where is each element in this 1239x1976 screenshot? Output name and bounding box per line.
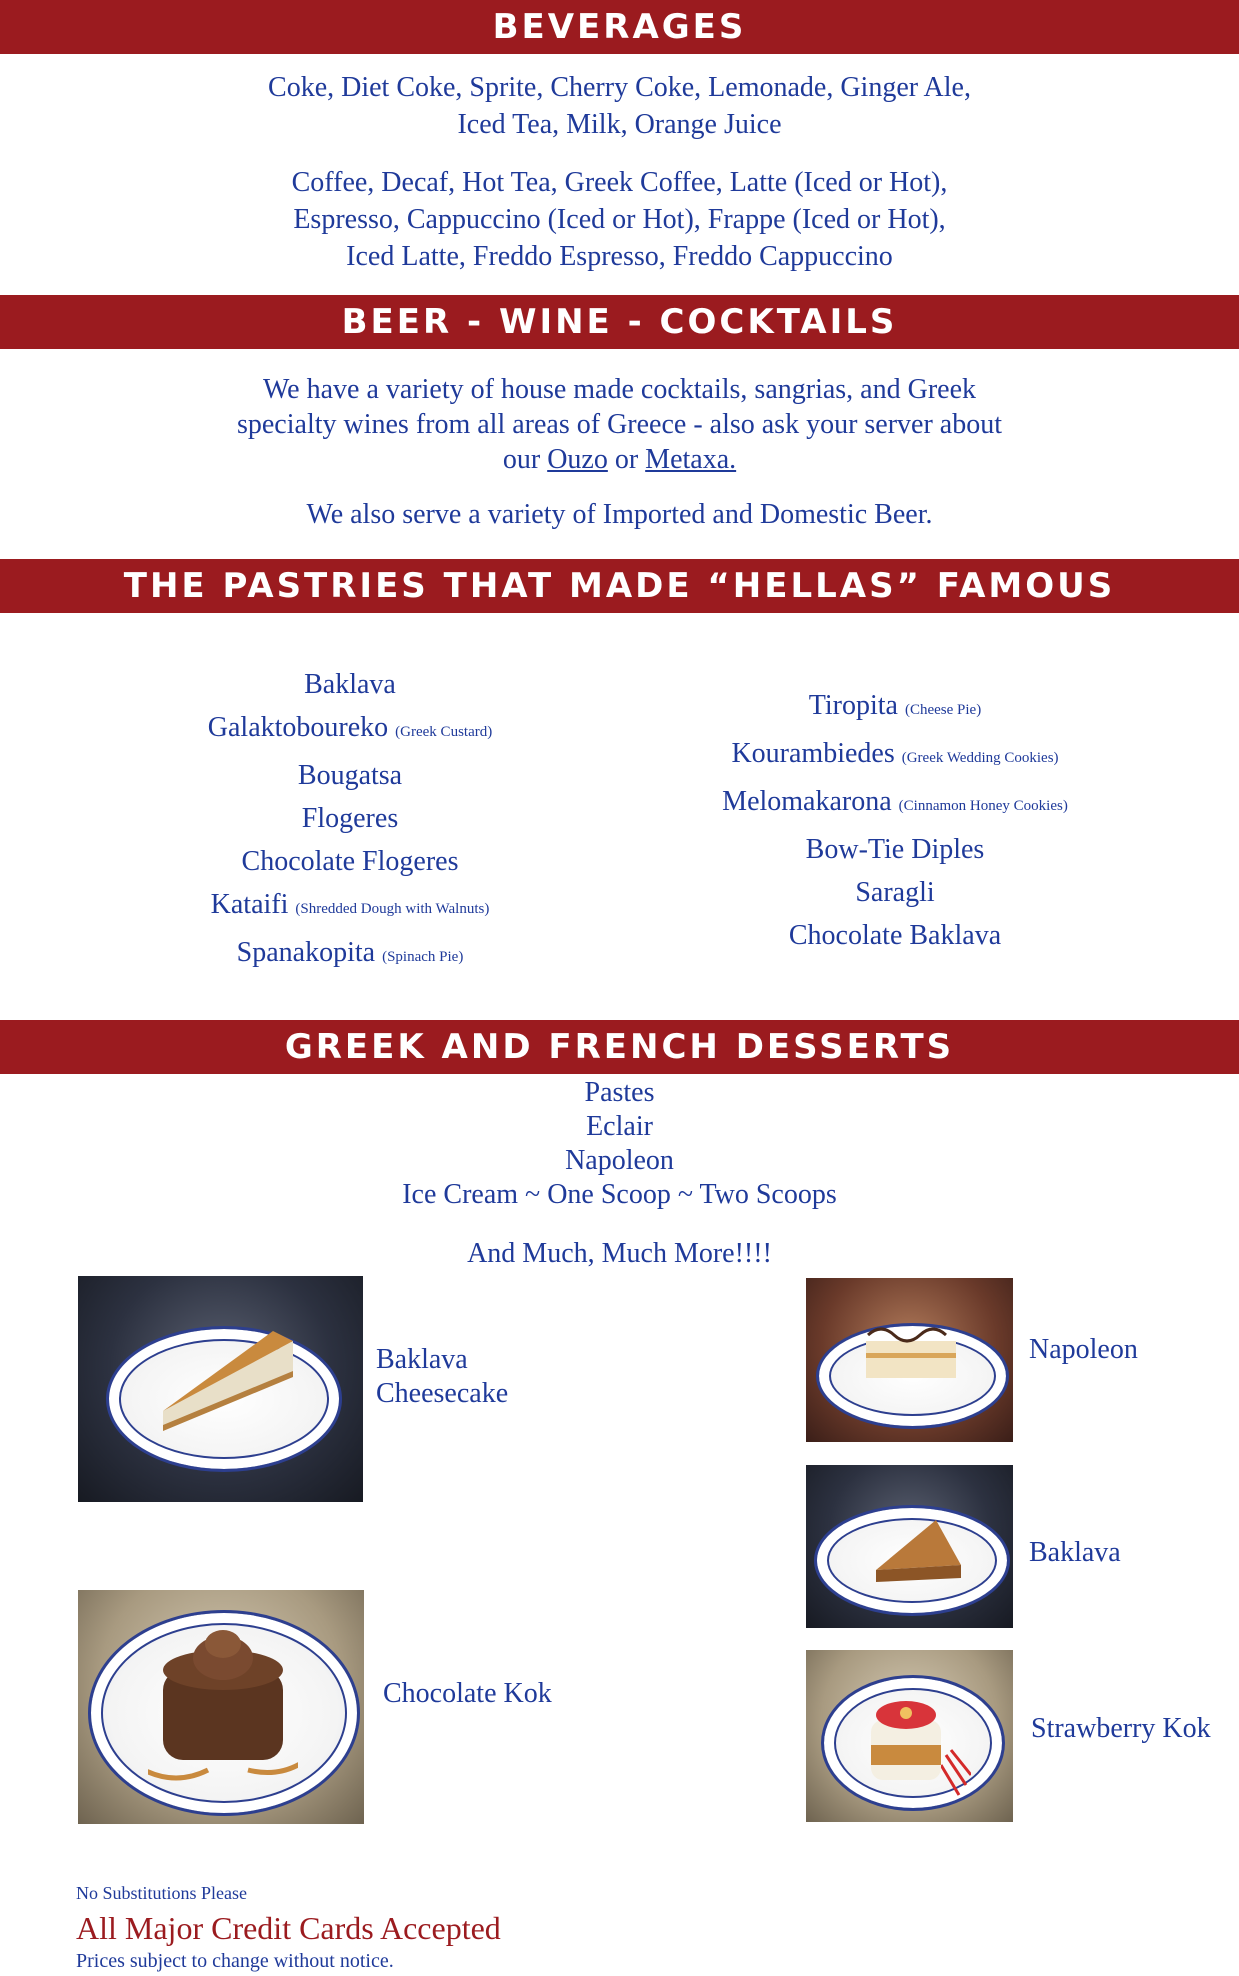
pastry-note: (Greek Wedding Cookies) [901,750,1059,766]
pastries-title: THE PASTRIES THAT MADE “HELLAS” FAMOUS [123,566,1116,606]
dessert-item: Ice Cream ~ One Scoop ~ Two Scoops [402,1179,837,1210]
baklava-label: Baklava [1029,1537,1121,1568]
napoleon-label: Napoleon [1029,1334,1138,1365]
napoleon-photo [806,1278,1013,1442]
pastry-item [150,931,550,979]
baklava-cheesecake-photo [78,1276,363,1502]
desserts-list [0,1076,1239,1212]
no-substitutions: No Substitutions Please [76,1883,248,1903]
pastries-right-list [675,684,1115,957]
beverages-coffee [0,164,1239,275]
pastry-item [675,914,1115,957]
pastry-item [150,754,550,797]
pastry-name: Chocolate Baklava [788,920,1002,951]
beverages-line: Iced Tea, Milk, Orange Juice [457,109,782,140]
beverages-line: Iced Latte, Freddo Espresso, Freddo Cappuccino [346,241,893,272]
pastry-name: Tiropita [808,690,898,721]
strawberry-kok-photo [806,1650,1013,1822]
pastry-item [150,797,550,840]
beverages-soft-drinks [0,69,1239,143]
pastry-item [150,883,550,931]
pastry-note: (Cheese Pie) [904,702,982,718]
pastry-name: Galaktoboureko [207,712,389,743]
pastry-item [675,732,1115,780]
dessert-item: Napoleon [565,1145,674,1176]
ouzo-link[interactable]: Ouzo [547,444,608,475]
beverages-header [0,0,1239,54]
baklava-photo [806,1465,1013,1628]
chocolate-kok-photo [78,1590,364,1824]
pastries-header [0,559,1239,613]
dessert-item: Eclair [586,1111,653,1142]
beer-line: We have a variety of house made cocktails, sangrias, and Greek [262,374,976,405]
pastry-item [675,684,1115,732]
label-line: Cheesecake [376,1378,509,1409]
beverages-line: Coffee, Decaf, Hot Tea, Greek Coffee, Latte (Iced or Hot), [291,167,948,198]
beer-line-or: or [607,444,646,475]
baklava-cheesecake-label [376,1343,508,1411]
pastry-item [150,663,550,706]
beer-line-prefix: our [502,444,548,475]
desserts-more: And Much, Much More!!!! [467,1238,772,1269]
beer-wine-cocktails-title: BEER - WINE - COCKTAILS [341,302,898,342]
chocolate-kok-label: Chocolate Kok [383,1678,552,1709]
pastry-name: Saragli [855,877,935,908]
pastry-note: (Shredded Dough with Walnuts) [295,901,490,917]
beer-line [0,442,1239,477]
metaxa-link[interactable]: Metaxa. [645,444,737,475]
strawberry-kok-label: Strawberry Kok [1031,1713,1211,1744]
pastry-item [675,828,1115,871]
napoleon-pastry [856,1313,966,1388]
prices-notice: Prices subject to change without notice. [76,1950,394,1972]
pastry-item [150,840,550,883]
credit-cards-accepted: All Major Credit Cards Accepted [76,1910,501,1946]
pastry-note: (Spinach Pie) [382,949,464,965]
beverages-title: BEVERAGES [492,7,747,47]
beverages-line: Espresso, Cappuccino (Iced or Hot), Frappe (Iced or Hot), [293,204,946,235]
pastry-item [675,871,1115,914]
pastry-item [150,706,550,754]
beer-wine-cocktails-header [0,295,1239,349]
baklava-slice [866,1510,966,1590]
dessert-item: Pastes [584,1077,655,1108]
beer-wine-description [0,372,1239,477]
desserts-header [0,1020,1239,1074]
pastry-name: Kataifi [210,889,289,920]
label-line: Baklava [376,1344,468,1375]
cheesecake-slice [153,1321,303,1431]
pastry-name: Flogeres [301,803,399,834]
pastry-name: Chocolate Flogeres [241,846,459,877]
chocolate-kok-cake [148,1620,298,1790]
pastry-name: Bougatsa [297,760,403,791]
pastries-left-list [150,663,550,979]
strawberry-kok-cake [851,1675,971,1805]
pastry-note: (Cinnamon Honey Cookies) [898,798,1068,814]
beverages-line: Coke, Diet Coke, Sprite, Cherry Coke, Lemonade, Ginger Ale, [268,72,971,103]
pastry-name: Melomakarona [722,786,892,817]
pastry-note: (Greek Custard) [395,724,493,740]
beer-imported-domestic: We also serve a variety of Imported and Domestic Beer. [306,499,933,530]
pastry-name: Bow-Tie Diples [805,834,985,865]
pastry-name: Spanakopita [236,937,376,968]
desserts-title: GREEK AND FRENCH DESSERTS [284,1027,955,1067]
pastry-name: Baklava [304,669,396,700]
pastry-name: Kourambiedes [731,738,895,769]
beer-line: specialty wines from all areas of Greece - also ask your server about [236,409,1003,440]
pastry-item [675,780,1115,828]
